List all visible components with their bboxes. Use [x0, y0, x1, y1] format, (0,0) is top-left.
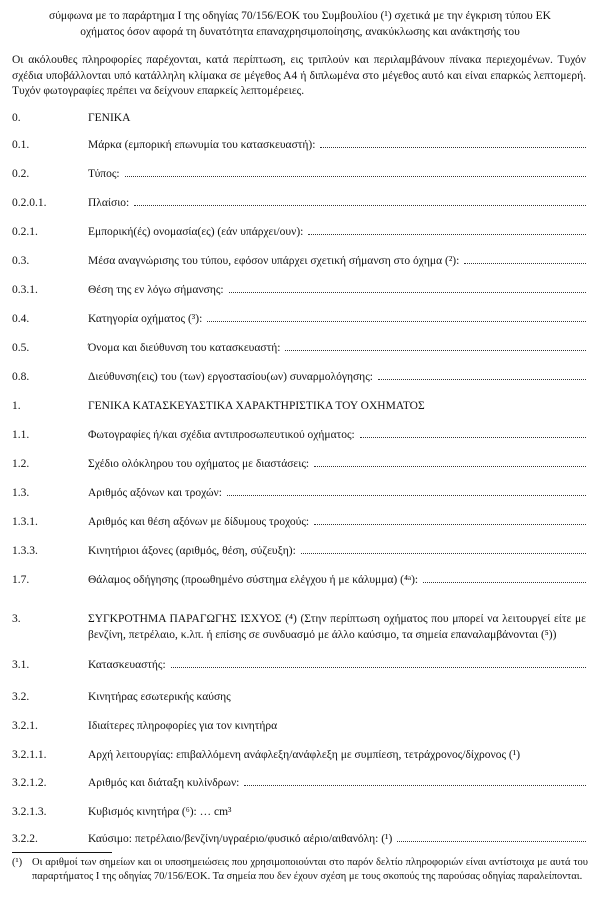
field-row-make	[12, 138, 586, 153]
fill-in-line[interactable]	[285, 341, 586, 351]
item-label: Εμπορική(ές) ονομασία(ες) (εάν υπάρχει/ουν):	[88, 226, 304, 238]
item-number: 0.	[12, 112, 21, 124]
fill-in-line[interactable]	[314, 515, 586, 525]
item-number: 1.7.	[12, 574, 30, 586]
item-label: ΓΕΝΙΚΑ	[88, 112, 131, 124]
item-number: 0.3.1.	[12, 284, 38, 296]
fill-in-line[interactable]	[360, 428, 586, 438]
fill-in-line[interactable]	[397, 832, 586, 842]
item-label: Σχέδιο ολόκληρου του οχήματος με διαστάσεις:	[88, 458, 310, 470]
item-label: Αρχή λειτουργίας: επιβαλλόμενη ανάφλεξη/ανάφλεξη με συμπίεση, τετράχρονος/δίχρονος (¹)	[88, 749, 521, 761]
item-label: Κυβισμός κινητήρα (⁶): … cm³	[88, 806, 232, 818]
item-number: 0.3.	[12, 255, 30, 267]
item-number: 3.2.1.3.	[12, 806, 47, 818]
item-number: 3.2.1.2.	[12, 777, 47, 789]
field-row-axles-wheels	[12, 486, 586, 501]
item-label: Πλαίσιο:	[88, 197, 130, 209]
field-row-dimension-drawing	[12, 457, 586, 472]
item-number: 3.1.	[12, 659, 30, 671]
item-number: 0.1.	[12, 139, 30, 151]
fill-in-line[interactable]	[423, 573, 586, 583]
fill-in-line[interactable]	[308, 225, 586, 235]
field-row-commercial-names	[12, 225, 586, 240]
item-label: Θέση της εν λόγω σήμανσης:	[88, 284, 224, 296]
item-number: 0.4.	[12, 313, 30, 325]
item-number: 3.2.1.1.	[12, 749, 47, 761]
item-label: Θάλαμος οδήγησης (προωθημένο σύστημα ελέγχου ή με κάλυμμα) (⁴ᵃ):	[88, 574, 419, 586]
item-number: 0.2.0.1.	[12, 197, 47, 209]
field-row-displacement	[12, 805, 586, 820]
item-label: ΓΕΝΙΚΑ ΚΑΤΑΣΚΕΥΑΣΤΙΚΑ ΧΑΡΑΚΤΗΡΙΣΤΙΚΑ ΤΟΥ ΟΧΗΜΑΤΟΣ	[88, 400, 425, 412]
fill-in-line[interactable]	[244, 776, 586, 786]
intro-paragraph: Οι ακόλουθες πληροφορίες παρέχονται, κατά περίπτωση, εις τριπλούν και περιλαμβάνουν πίνακα περιεχομένων. Τυχόν σχέδια υποβάλλονται υπό κατάλληλη κλίμακα σε μέγεθος Α4 ή διπλωμένα στο μέγεθος αυτό και είναι επαρκώς λεπτομερή. Τυχόν φωτογραφίες πρέπει να δείχνουν επαρκείς λεπτομέρειες.	[12, 54, 586, 97]
item-number: 1.	[12, 400, 21, 412]
field-row-engine-manufacturer	[12, 658, 586, 673]
header-line-1: σύμφωνα με το παράρτημα I της οδηγίας 70/156/ΕΟΚ του Συμβουλίου (¹) σχετικά με την έγκριση τύπου ΕΚ	[49, 10, 551, 22]
fill-in-line[interactable]	[229, 283, 586, 293]
item-label: ΣΥΓΚΡΟΤΗΜΑ ΠΑΡΑΓΩΓΗΣ ΙΣΧΥΟΣ (⁴) (Στην περίπτωση οχήματος που μπορεί να λειτουργεί είτε με βενζίνη, πετρέλαιο, κ.λπ. ή επίσης σε συνδυασμό με άλλο καύσιμο, τα σημεία επαναλαμβάνονται (⁵))	[88, 613, 586, 641]
field-row-manufacturer-name-address	[12, 341, 586, 356]
fill-in-line[interactable]	[134, 196, 586, 206]
item-number: 1.3.	[12, 487, 30, 499]
item-label: Αριθμός και θέση αξόνων με δίδυμους τροχούς:	[88, 516, 310, 528]
field-row-powered-axles	[12, 544, 586, 559]
item-label: Φωτογραφίες ή/και σχέδια αντιπροσωπευτικού οχήματος:	[88, 429, 355, 441]
item-label: Όνομα και διεύθυνση του κατασκευαστή:	[88, 342, 281, 354]
field-row-vehicle-category	[12, 312, 586, 327]
field-row-type	[12, 167, 586, 182]
field-row-twin-wheel-axles	[12, 515, 586, 530]
item-label: Τύπος:	[88, 168, 120, 180]
item-label: Αριθμός αξόνων και τροχών:	[88, 487, 222, 499]
item-label: Μάρκα (εμπορική επωνυμία του κατασκευαστή):	[88, 139, 316, 151]
field-row-type-identification	[12, 254, 586, 269]
fill-in-line[interactable]	[227, 486, 586, 496]
item-number: 0.2.	[12, 168, 30, 180]
fill-in-line[interactable]	[171, 658, 586, 668]
item-number: 1.3.1.	[12, 516, 38, 528]
item-number: 0.2.1.	[12, 226, 38, 238]
item-number: 1.3.3.	[12, 545, 38, 557]
fill-in-line[interactable]	[301, 544, 586, 554]
item-label: Κατηγορία οχήματος (³):	[88, 313, 203, 325]
item-label: Κατασκευαστής:	[88, 659, 166, 671]
section-heading-power-plant	[12, 612, 586, 643]
footnote	[12, 856, 588, 884]
item-number: 0.5.	[12, 342, 30, 354]
item-label: Μέσα αναγνώρισης του τύπου, εφόσον υπάρχει σχετική σήμανση στο όχημα (²):	[88, 255, 460, 267]
field-row-driver-cab	[12, 573, 586, 588]
item-label: Αριθμός και διάταξη κυλίνδρων:	[88, 777, 240, 789]
header-line-2: οχήματος όσον αφορά τη δυνατότητα επαναχρησιμοποίησης, ανακύκλωσης και ανάκτησής του	[80, 25, 520, 38]
item-number: 1.1.	[12, 429, 30, 441]
fill-in-line[interactable]	[314, 457, 586, 467]
footnote-marker: (¹)	[12, 857, 23, 868]
field-row-working-principle	[12, 748, 586, 763]
subheading-engine-info	[12, 719, 586, 734]
fill-in-line[interactable]	[378, 370, 586, 380]
item-number: 3.	[12, 613, 21, 625]
document-header	[12, 9, 588, 40]
section-heading-general	[12, 111, 586, 126]
fill-in-line[interactable]	[207, 312, 586, 322]
fill-in-line[interactable]	[464, 254, 586, 264]
field-row-marking-location	[12, 283, 586, 298]
item-number: 3.2.1.	[12, 720, 38, 732]
fill-in-line[interactable]	[125, 167, 586, 177]
section-heading-construction	[12, 399, 586, 414]
field-row-assembly-plants	[12, 370, 586, 385]
item-label: Κινητήρας εσωτερικής καύσης	[88, 691, 231, 703]
field-row-photos	[12, 428, 586, 443]
field-row-cylinders	[12, 776, 586, 791]
item-number: 3.2.2.	[12, 833, 38, 845]
field-row-chassis	[12, 196, 586, 211]
item-label: Καύσιμο: πετρέλαιο/βενζίνη/υγραέριο/φυσικό αέριο/αιθανόλη: (¹)	[88, 833, 393, 845]
footnote-rule	[12, 852, 112, 853]
item-label: Διεύθυνση(εις) του (των) εργοστασίου(ων) συναρμολόγησης:	[88, 371, 373, 383]
item-number: 0.8.	[12, 371, 30, 383]
item-number: 1.2.	[12, 458, 30, 470]
subheading-ic-engine	[12, 690, 586, 705]
fill-in-line[interactable]	[320, 138, 586, 148]
footnote-text: Οι αριθμοί των σημείων και οι υποσημειώσεις που χρησιμοποιούνται στο παρόν δελτίο πληροφοριών είναι αντίστοιχα με αυτά του παραρτήματος I της οδηγίας 70/156/ΕΟΚ. Τα σημεία που δεν έχουν σχέση με τους σκοπούς της παρούσας οδηγίας παραλείπονται.	[32, 857, 588, 882]
item-label: Κινητήριοι άξονες (αριθμός, θέση, σύζευξη):	[88, 545, 296, 557]
item-label: Ιδιαίτερες πληροφορίες για τον κινητήρα	[88, 720, 278, 732]
field-row-fuel	[12, 832, 586, 847]
item-number: 3.2.	[12, 691, 30, 703]
